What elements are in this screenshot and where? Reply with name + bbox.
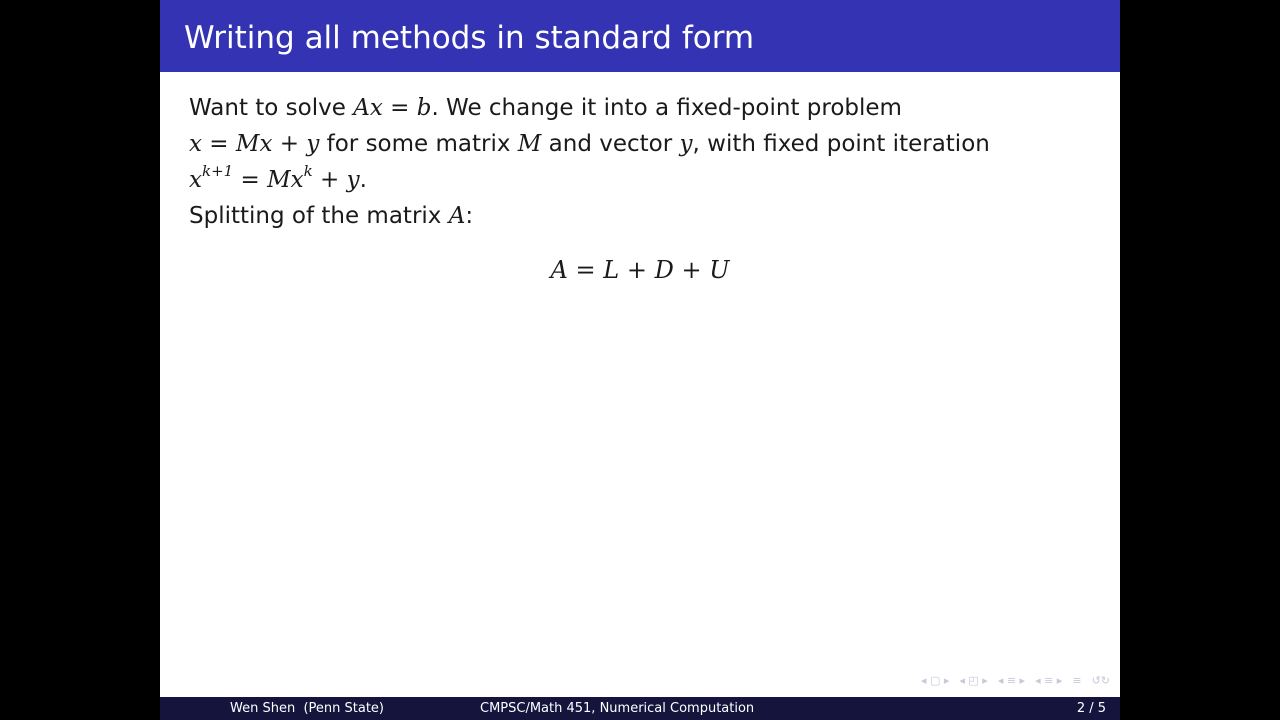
text: : (465, 203, 474, 229)
math-op: + (673, 256, 710, 284)
math-var: Mx (235, 131, 273, 157)
title-bar (160, 0, 1120, 72)
math-op: = (201, 131, 236, 157)
nav-section-icon[interactable]: ◂ ≡ ▸ (1035, 674, 1063, 687)
math-op: = (233, 167, 268, 193)
nav-frame-icon[interactable]: ◂ ◰ ▸ (959, 674, 988, 687)
footer-page-number: 2 / 5 (1076, 701, 1106, 716)
text: Want to solve (189, 95, 354, 121)
text: and vector (541, 131, 680, 157)
math-var: L (603, 256, 620, 284)
body-line-1 (189, 90, 1089, 126)
math-op: + (619, 256, 655, 284)
math-op: = (567, 256, 604, 284)
text: for some matrix (319, 131, 518, 157)
display-equation (160, 252, 1120, 289)
math-var: A (448, 203, 466, 229)
nav-subsection-icon[interactable]: ◂ ≡ ▸ (997, 674, 1026, 687)
math-op: + (312, 167, 347, 193)
footer-course: CMPSC/Math 451, Numerical Computation (480, 701, 755, 716)
math-var: U (709, 256, 730, 284)
math-var: Mx (267, 167, 304, 193)
slide (160, 0, 1120, 720)
math-op: + (272, 131, 307, 157)
math-var: b (416, 95, 432, 121)
math-var: M (517, 131, 542, 157)
text: Splitting of the matrix (189, 203, 449, 229)
math-var: y (679, 131, 693, 157)
math-op: = (382, 95, 417, 121)
math-superscript: k (303, 162, 313, 180)
body-line-4 (189, 198, 1089, 234)
body-line-3 (189, 162, 1089, 198)
footer-bar (160, 697, 1120, 720)
math-var: x (189, 167, 202, 193)
slide-title: Writing all methods in standard form (184, 20, 755, 56)
text: . (359, 167, 367, 193)
text: , with fixed point iteration (692, 131, 990, 157)
text: . We change it into a fixed-point problem (431, 95, 902, 121)
math-var: y (306, 131, 320, 157)
nav-search-back-icon[interactable]: ↺↻ (1091, 674, 1110, 687)
footer-author: Wen Shen (Penn State) (230, 701, 384, 716)
nav-toc-icon[interactable]: ≡ (1072, 674, 1082, 687)
math-var: x (189, 131, 202, 157)
math-var: D (654, 256, 674, 284)
math-var: A (550, 256, 568, 284)
nav-slide-icon[interactable]: ◂ ▢ ▸ (920, 674, 950, 687)
math-var: y (346, 167, 360, 193)
math-superscript: k+1 (201, 162, 234, 180)
math-var: Ax (353, 95, 383, 121)
body-line-2 (189, 126, 1089, 162)
slide-body (189, 90, 1089, 234)
beamer-navigation (921, 674, 1110, 688)
